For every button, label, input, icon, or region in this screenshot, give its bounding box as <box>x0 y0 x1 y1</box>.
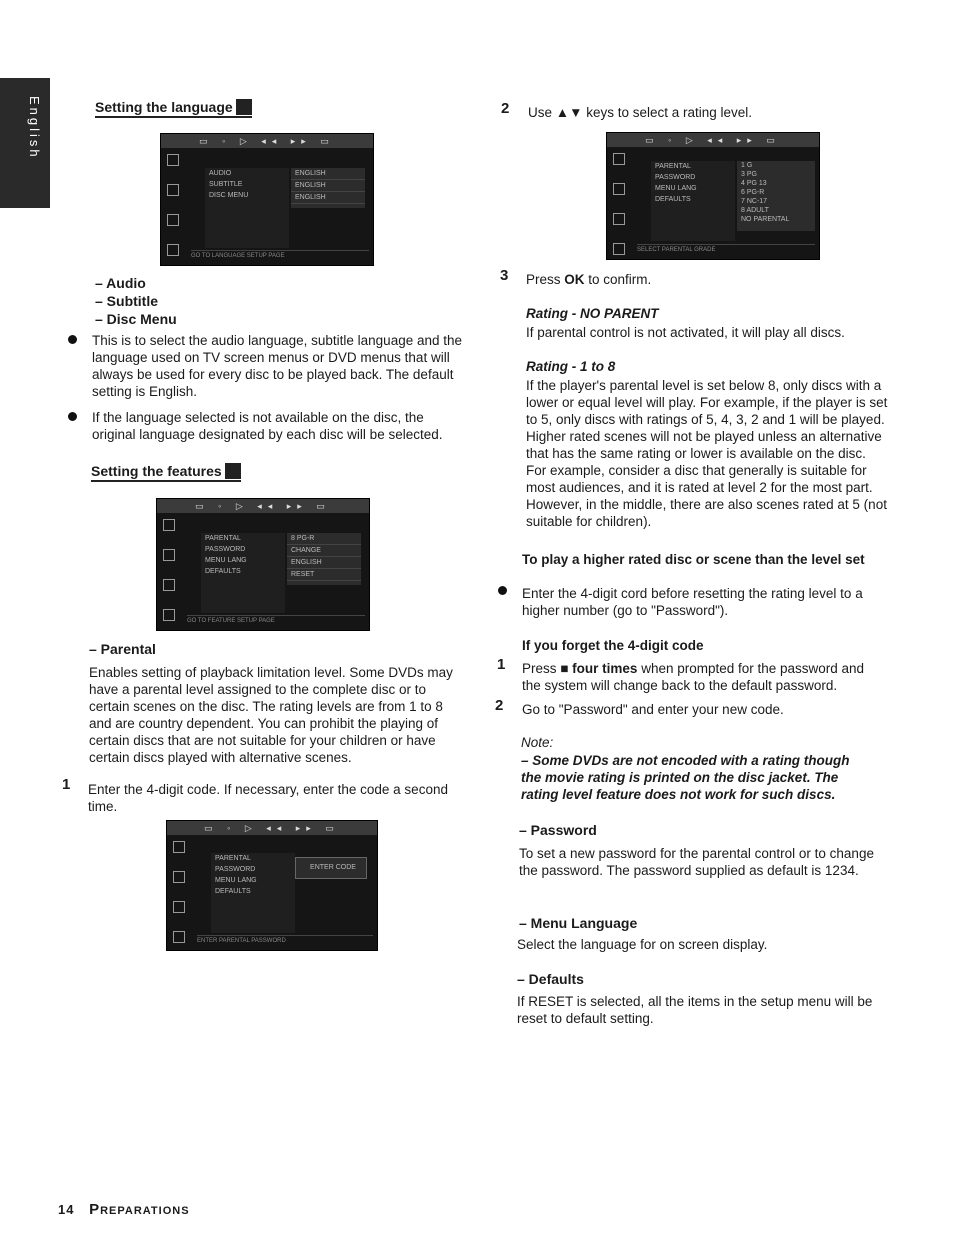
grade-item: 3 PG <box>741 171 757 178</box>
grade-list <box>737 161 815 231</box>
grade-item: NO PARENTAL <box>741 216 790 223</box>
screen-icon-column <box>163 519 177 639</box>
menu-item: MENU LANG <box>655 185 697 192</box>
general-icon <box>173 841 185 853</box>
language-side-tab <box>0 78 50 208</box>
screen-footer: GO TO LANGUAGE SETUP PAGE <box>191 250 369 261</box>
features-setup-screen <box>156 498 370 631</box>
value-item: ENGLISH <box>287 557 361 569</box>
four-times-label: four times <box>572 661 638 676</box>
step-number: 2 <box>495 697 504 714</box>
menu-item: PASSWORD <box>655 174 696 181</box>
screen-footer: SELECT PARENTAL GRADE <box>637 244 815 255</box>
rating-1-8-title: Rating - 1 to 8 <box>526 359 616 374</box>
parental-grade-screen <box>606 132 820 260</box>
forget-code-title: If you forget the 4-digit code <box>522 638 704 653</box>
grade-item: 6 PG-R <box>741 189 765 196</box>
screen-icon-column <box>613 153 627 273</box>
language-bullet-1: This is to select the audio language, subtitle language and the language used on TV screen menus or DVD menus that will always be used for every disc to be played back. The default setting is English. <box>92 333 463 399</box>
general-icon <box>163 519 175 531</box>
heading-text: Setting the features <box>91 463 222 479</box>
menu-item: PARENTAL <box>205 535 241 542</box>
setting-features-heading <box>91 463 241 482</box>
step-number: 3 <box>500 267 509 284</box>
step-number: 1 <box>497 656 506 673</box>
password-text: To set a new password for the parental control or to change the password. The password supplied as default is 1234. <box>519 846 874 878</box>
lock-icon <box>163 609 175 621</box>
forget-step2-text: Go to "Password" and enter your new code. <box>522 702 784 717</box>
parental-text: Enables setting of playback limitation level. Some DVDs may have a parental level assigned to the complete disc or to certain scenes on the disc. The rating levels are from 1 to 8 and are country dependent. You can prohibit the playing of certain discs that are not suitable for your children or have certain discs played with alternative scenes. <box>89 665 453 765</box>
screen-footer: ENTER PARENTAL PASSWORD <box>197 935 373 946</box>
parental-title: – Parental <box>89 641 156 657</box>
value-item: 8 PG-R <box>287 533 361 545</box>
bullet <box>68 335 77 344</box>
screen-values <box>287 533 361 585</box>
menu-item: DEFAULTS <box>655 196 691 203</box>
menu-item: MENU LANG <box>215 877 257 884</box>
side-tab-label: English <box>27 96 42 160</box>
menu-item: PARENTAL <box>215 855 251 862</box>
code-entry-box <box>295 857 367 879</box>
section-name: Preparations <box>89 1201 190 1218</box>
language-setup-screen <box>160 133 374 266</box>
chat-icon <box>173 901 185 913</box>
step-number: 2 <box>501 100 510 117</box>
step3-text <box>526 271 651 288</box>
menu-language-text: Select the language for on screen display. <box>517 937 768 952</box>
screen-toolbar: ▭ ◦ ▷ ◂◂ ▸▸ ▭ <box>157 499 369 513</box>
grade-item: 1 G <box>741 162 753 169</box>
bullet <box>498 586 507 595</box>
menu-item: AUDIO <box>209 170 232 177</box>
note-label: Note: <box>521 735 554 750</box>
lock-icon <box>173 931 185 943</box>
screen-toolbar: ▭ ◦ ▷ ◂◂ ▸▸ ▭ <box>607 133 819 147</box>
password-title: – Password <box>519 822 597 838</box>
menu-icon <box>236 99 252 115</box>
heading-text: Setting the language <box>95 99 233 115</box>
speaker-icon <box>167 184 179 196</box>
chat-icon <box>167 214 179 226</box>
screen-menu <box>211 853 295 933</box>
menu-item: PARENTAL <box>655 163 691 170</box>
menu-item: PASSWORD <box>215 866 256 873</box>
rating-no-parent-title: Rating - NO PARENT <box>526 306 659 321</box>
step3-post: to confirm. <box>584 272 652 287</box>
forget-step1-text <box>522 660 880 694</box>
option-subtitle: – Subtitle <box>95 293 159 309</box>
grade-item: 8 ADULT <box>741 207 769 214</box>
higher-rated-text: Enter the 4-digit cord before resetting the rating level to a higher number (go to "Password"). <box>522 586 863 618</box>
speaker-icon <box>613 183 625 195</box>
value-item: CHANGE <box>287 545 361 557</box>
chat-icon <box>163 579 175 591</box>
forget-step1-post: when prompted for the password and the system will change back to the default password. <box>522 661 865 693</box>
language-bullet-2: If the language selected is not available on the disc, the original language designated by each disc will be selected. <box>92 410 443 442</box>
setting-language-heading <box>95 99 252 118</box>
menu-item: DEFAULTS <box>205 568 241 575</box>
lock-icon <box>613 243 625 255</box>
speaker-icon <box>163 549 175 561</box>
screen-menu <box>205 168 289 248</box>
menu-item: PASSWORD <box>205 546 246 553</box>
bullet <box>68 412 77 421</box>
chat-icon <box>613 213 625 225</box>
grade-item: 4 PG 13 <box>741 180 767 187</box>
enter-code-screen <box>166 820 378 951</box>
screen-icon-column <box>173 841 187 961</box>
forget-step1-pre: Press ■ <box>522 661 573 676</box>
features-icon <box>225 463 241 479</box>
screen-menu <box>651 161 735 241</box>
screen-footer: GO TO FEATURE SETUP PAGE <box>187 615 365 626</box>
value-item: RESET <box>287 569 361 581</box>
page-footer <box>58 1201 190 1218</box>
rating-no-parent-text: If parental control is not activated, it will play all discs. <box>526 325 845 340</box>
rating-1-8-text: If the player's parental level is set below 8, only discs with a lower or equal level will play. For example, if the player is set to 5, only discs with ratings of 5, 4, 3, 2 and 1 will be played. Higher rated scenes will not be played unless an alternative that has the same rating or lower is available on the disc. For example, consider a disc that generally is suitable for most audiences, and it is rated at level 2 for the most part. However, in the middle, there are also scenes rated at 5 (not suitable for children). <box>526 378 888 529</box>
ok-key-label: OK <box>564 272 585 287</box>
screen-menu <box>201 533 285 613</box>
step-number: 1 <box>62 776 71 793</box>
screen-toolbar: ▭ ◦ ▷ ◂◂ ▸▸ ▭ <box>161 134 373 148</box>
screen-icon-column <box>167 154 181 274</box>
page-number: 14 <box>58 1202 75 1217</box>
option-disc-menu: – Disc Menu <box>95 311 177 327</box>
menu-language-title: – Menu Language <box>519 915 638 931</box>
speaker-icon <box>173 871 185 883</box>
grade-item: 7 NC-17 <box>741 198 768 205</box>
menu-item: DISC MENU <box>209 192 249 199</box>
note-text: – Some DVDs are not encoded with a rating though the movie rating is printed on the disc jacket. The rating level feature does not work for such discs. <box>521 753 850 802</box>
code-label: ENTER CODE <box>310 864 356 871</box>
screen-values <box>291 168 365 208</box>
defaults-title: – Defaults <box>517 971 584 987</box>
step2-text: Use ▲▼ keys to select a rating level. <box>528 105 753 120</box>
general-icon <box>613 153 625 165</box>
lock-icon <box>167 244 179 256</box>
menu-item: DEFAULTS <box>215 888 251 895</box>
value-item: ENGLISH <box>291 192 365 204</box>
value-item: ENGLISH <box>291 168 365 180</box>
defaults-text: If RESET is selected, all the items in the setup menu will be reset to default setting. <box>517 994 873 1026</box>
menu-item: SUBTITLE <box>209 181 243 188</box>
option-audio: – Audio <box>95 275 146 291</box>
value-item: ENGLISH <box>291 180 365 192</box>
step3-pre: Press <box>526 272 565 287</box>
screen-toolbar: ▭ ◦ ▷ ◂◂ ▸▸ ▭ <box>167 821 377 835</box>
general-icon <box>167 154 179 166</box>
higher-rated-title: To play a higher rated disc or scene than the level set <box>522 552 865 567</box>
step1-text: Enter the 4-digit code. If necessary, enter the code a second time. <box>88 782 448 814</box>
menu-item: MENU LANG <box>205 557 247 564</box>
